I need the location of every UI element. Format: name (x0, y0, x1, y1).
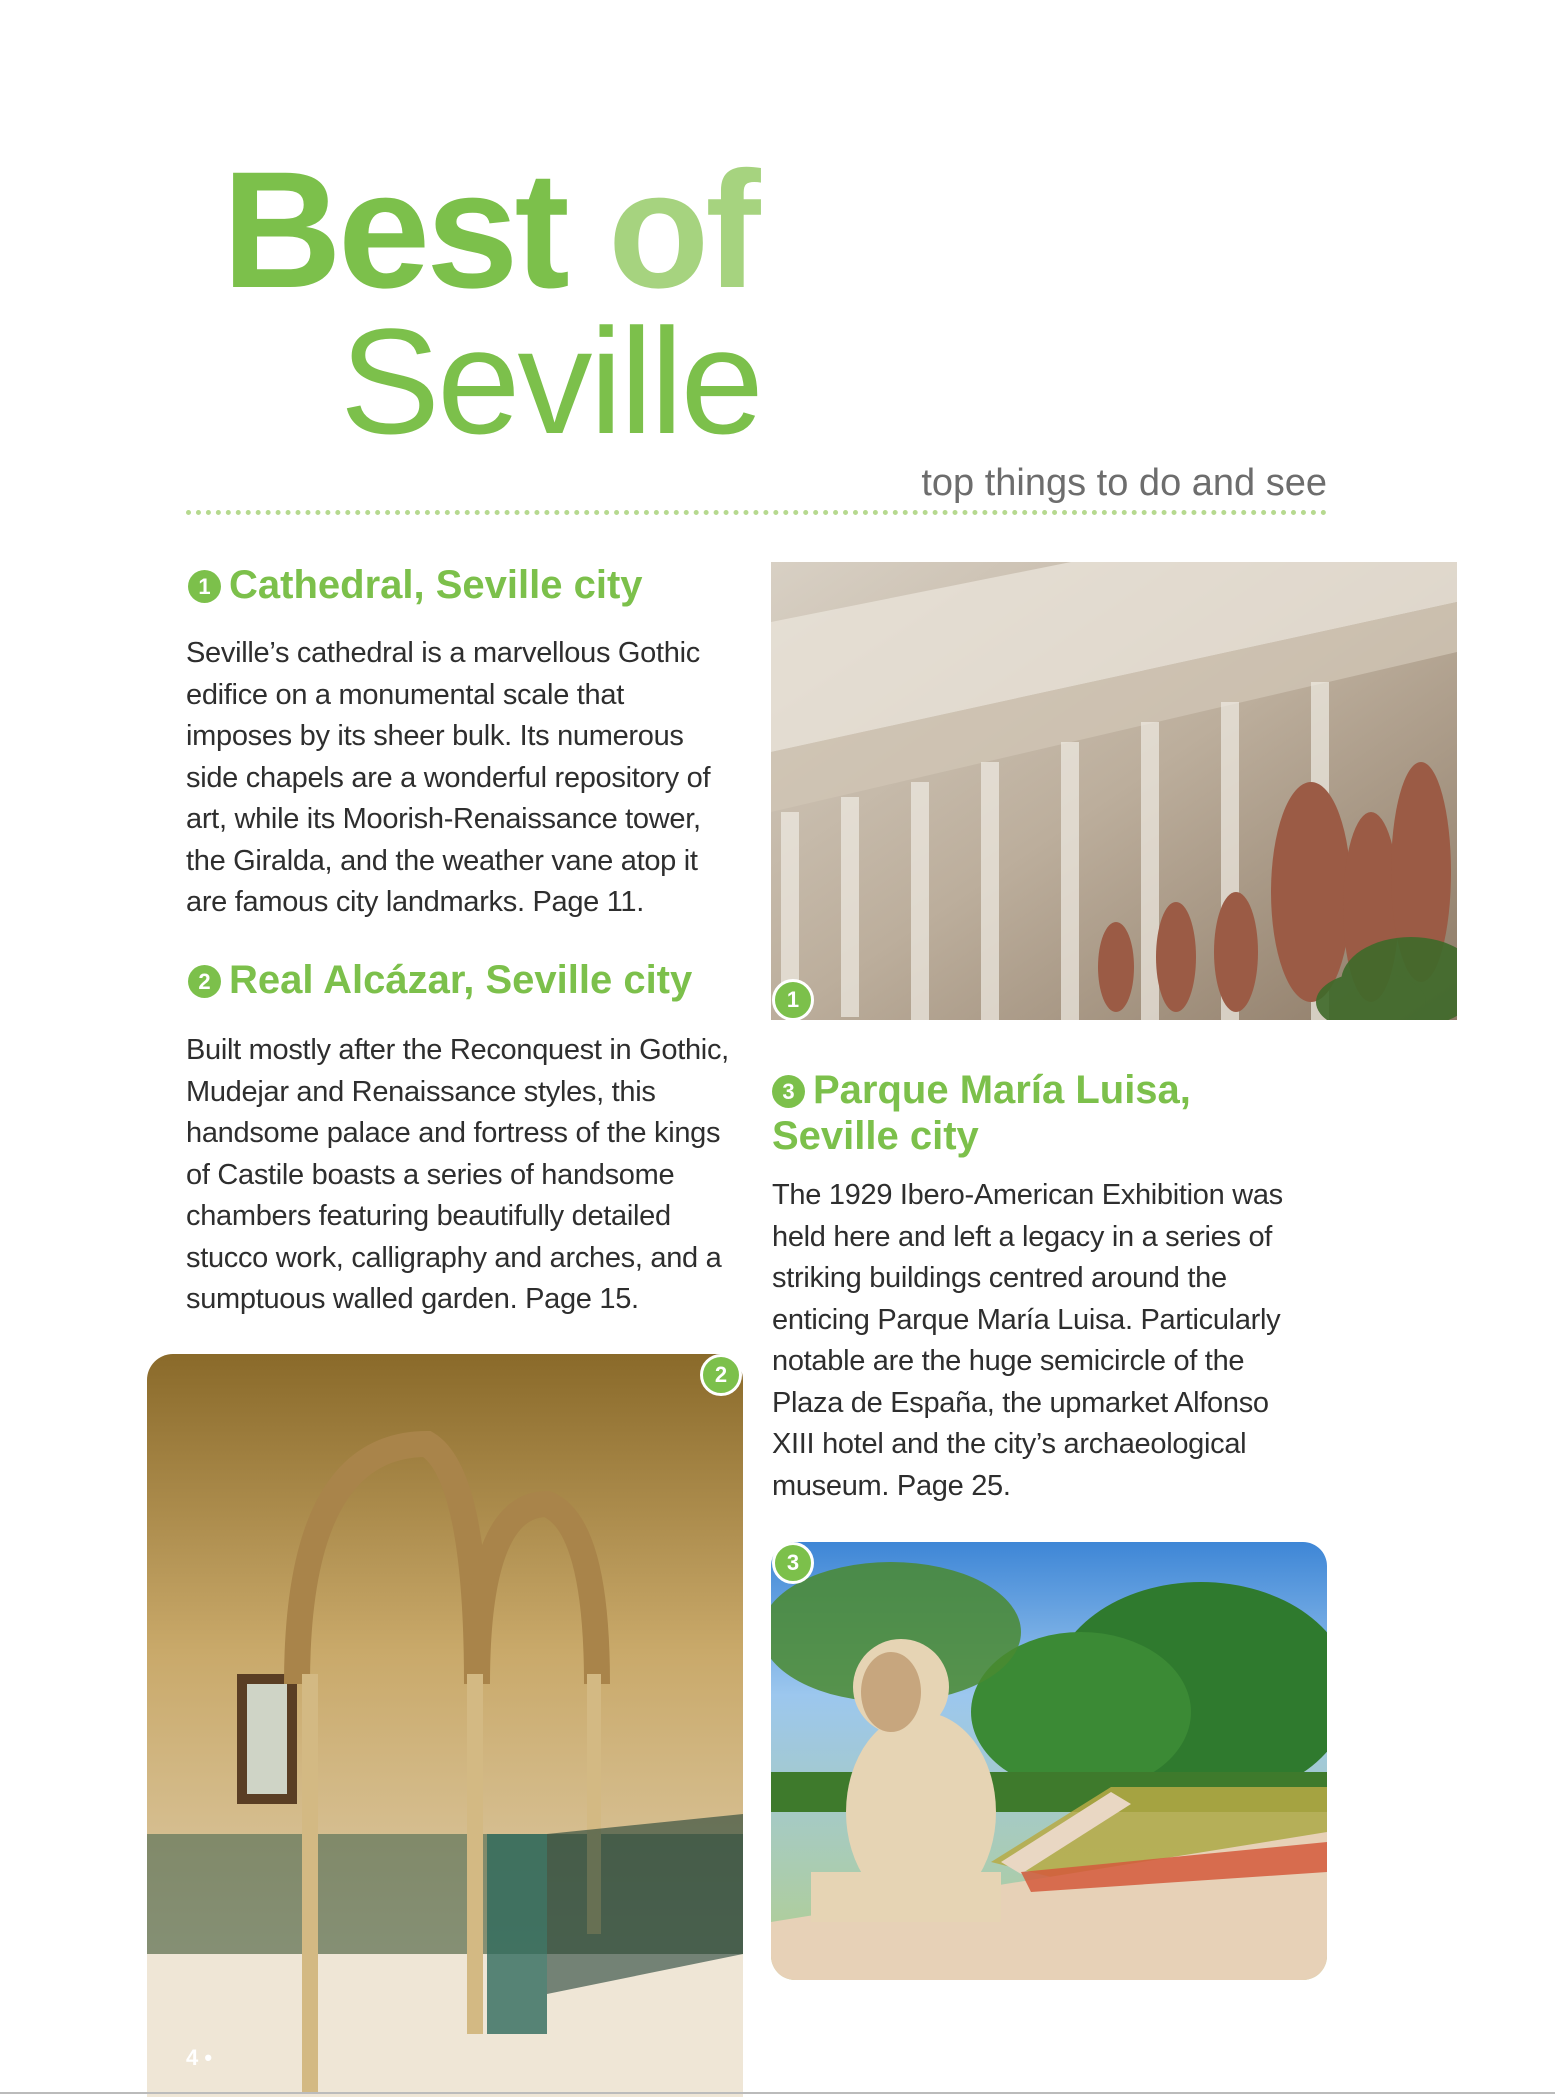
number-2-icon: 2 (188, 965, 221, 998)
item-3-text: The 1929 Ibero-American Exhibition was held here and left a legacy in a series of striking buildings centred around the enticing Parque María Luisa. Particularly notable are the huge semicircle of the Plaza de España, the upmarket Alfonso XIII hotel and the city’s archaeological museum. Page 25. (772, 1179, 1283, 1502)
page-title (222, 138, 757, 323)
item-3-title-line2: Seville city (772, 1114, 979, 1158)
alcazar-photo (147, 1354, 743, 2097)
page-bottom-rule (0, 2092, 1555, 2094)
title-city: Seville (340, 297, 761, 465)
parque-photo (771, 1542, 1327, 1980)
item-3-title-line1: Parque María Luisa, (813, 1068, 1191, 1112)
item-3-heading (772, 1067, 1191, 1159)
item-2-text: Built mostly after the Reconquest in Gothic, Mudejar and Renaissance styles, this handsome palace and fortress of the kings of Castile boasts a series of handsome chambers featuring beautifully detailed stucco work, calligraphy and arches, and a sumptuous walled garden. Page 15. (186, 1034, 729, 1315)
item-1-title: Cathedral, Seville city (229, 563, 643, 607)
item-1-heading (188, 562, 643, 608)
number-1-icon: 1 (188, 570, 221, 603)
number-3-icon: 3 (772, 1075, 805, 1108)
dotted-divider (186, 510, 1327, 515)
item-1-text: Seville’s cathedral is a marvellous Gothic edifice on a monumental scale that imposes by its sheer bulk. Its numerous side chapels are a wonderful repository of art, while its Moorish-Renaissance tower, the Giralda, and the weather vane atop it are famous city landmarks. Page 11. (186, 637, 711, 918)
photo-1-badge: 1 (772, 979, 814, 1021)
page-number: 4 • (186, 2045, 213, 2070)
page-subtitle: top things to do and see (921, 462, 1327, 504)
title-of: of (607, 138, 757, 323)
item-2-heading (188, 957, 692, 1003)
item-2-title: Real Alcázar, Seville city (229, 958, 693, 1002)
title-best: Best (222, 138, 566, 323)
photo-3-badge: 3 (772, 1542, 814, 1584)
photo-2-badge: 2 (700, 1354, 742, 1396)
cathedral-photo (771, 562, 1457, 1020)
